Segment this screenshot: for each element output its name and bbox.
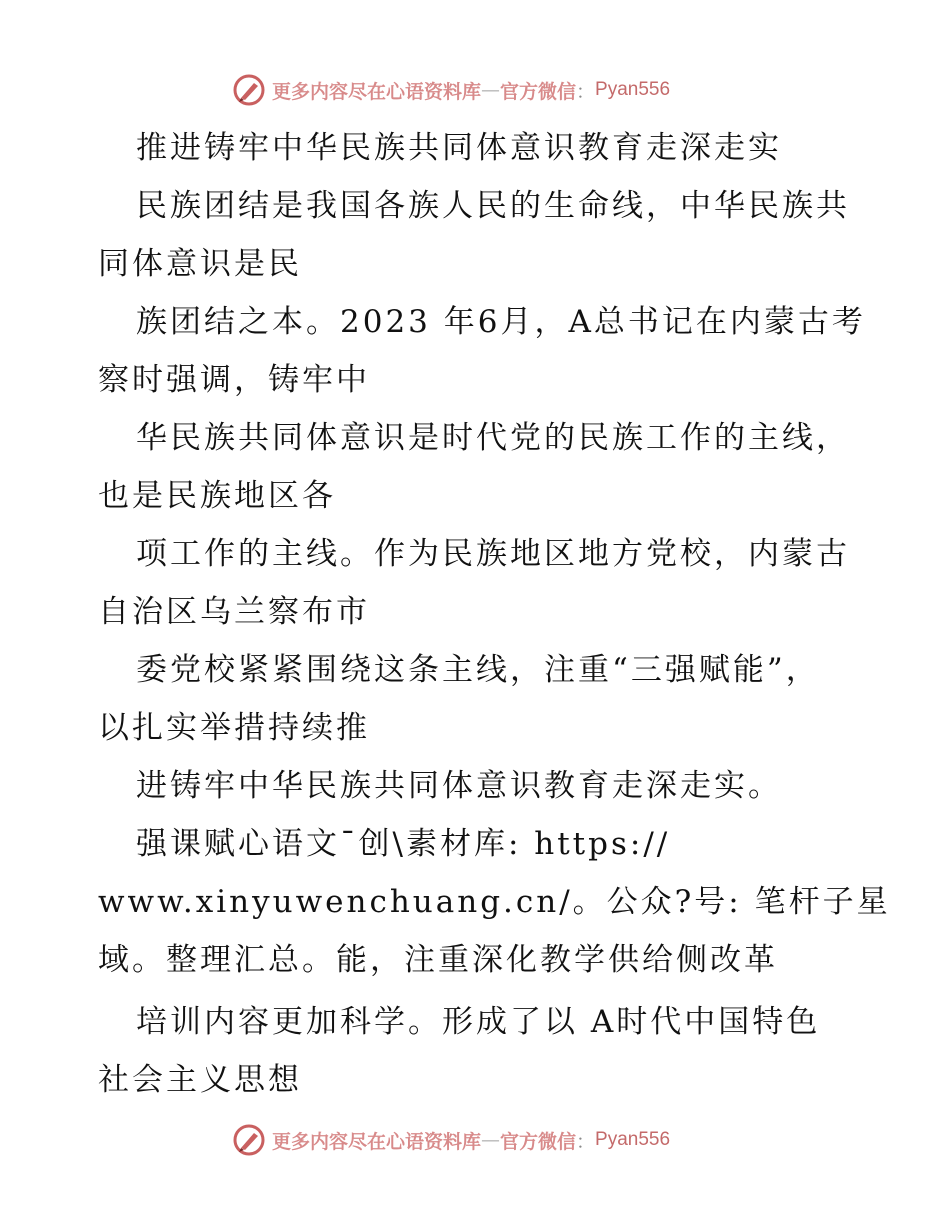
doc-line: 族团结之本。2023 年6月，A总书记在内蒙古考 (136, 304, 866, 340)
watermark-text: 更多内容尽在心语资料库 (272, 1130, 482, 1153)
doc-line: 以扎实举措持续推 (98, 710, 370, 746)
doc-line: 项工作的主线。作为民族地区地方党校，内蒙古 (136, 536, 850, 572)
doc-line: 也是民族地区各 (98, 478, 336, 514)
watermark-dash: — (481, 79, 501, 101)
watermark-text: 更多内容尽在心语资料库 (272, 80, 482, 103)
doc-title: 推进铸牢中华民族共同体意识教育走深走实 (136, 130, 782, 166)
doc-line: www.xinyuwenchuang.cn/。公众?号: 笔杆子星 (98, 884, 891, 920)
pen-circle-logo-icon (232, 1123, 266, 1157)
doc-line: 强课赋心语文¯创\素材库: https:// (136, 826, 671, 862)
pen-circle-logo-icon (232, 73, 266, 107)
footer-watermark (232, 1122, 712, 1158)
watermark-account: Pyan556 (595, 1129, 671, 1150)
watermark-sep: ： (576, 1130, 596, 1153)
doc-line: 进铸牢中华民族共同体意识教育走深走实。 (136, 768, 782, 804)
doc-line: 同体意识是民 (98, 246, 302, 282)
doc-line: 委党校紧紧围绕这条主线，注重“三强赋能”， (136, 652, 820, 688)
doc-line: 域。整理汇总。能，注重深化教学供给侧改革 (98, 942, 778, 978)
watermark-dash: — (481, 1129, 501, 1151)
doc-line: 华民族共同体意识是时代党的民族工作的主线， (136, 420, 850, 456)
doc-line: 培训内容更加科学。形成了以 A时代中国特色 (136, 1004, 821, 1040)
doc-line: 自治区乌兰察布市 (98, 594, 370, 630)
watermark-official: 官方微信 (500, 80, 577, 103)
doc-line: 民族团结是我国各族人民的生命线，中华民族共 (136, 188, 850, 224)
watermark-sep: ： (576, 80, 596, 103)
doc-line: 察时强调，铸牢中 (98, 362, 370, 398)
watermark-official: 官方微信 (500, 1130, 577, 1153)
doc-line: 社会主义思想 (98, 1062, 302, 1098)
header-watermark (232, 72, 712, 108)
watermark-account: Pyan556 (595, 79, 671, 100)
